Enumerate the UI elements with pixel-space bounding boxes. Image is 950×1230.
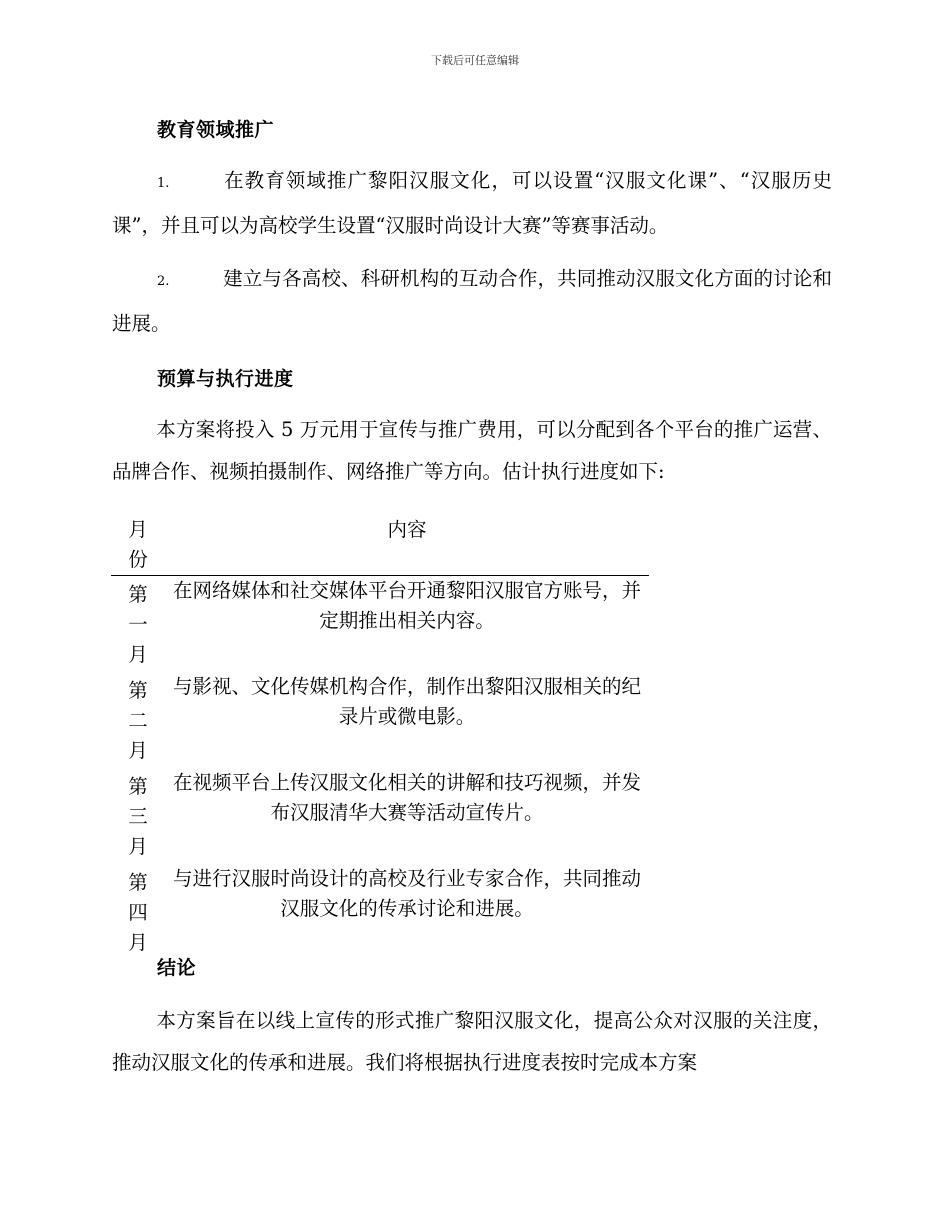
table-row [111,768,649,864]
list-item-education-2 [112,258,832,345]
table-row [111,864,649,960]
header-month: 月份 [128,518,148,571]
table-row [111,672,649,768]
list-number: 2. [157,274,170,289]
budget-text: 本方案将投入 5 万元用于宣传与推广费用，可以分配到各个平台的推广运营、品牌合作、视频拍摄制作、网络推广等方向。估计执行进度如下: [112,418,832,483]
row-month: 第三月 [128,775,148,858]
header-content: 内容 [387,518,427,541]
heading-education: 教育领域推广 [157,119,275,141]
page-header-note: 下载后可任意编辑 [431,54,519,67]
table-row [111,576,649,673]
list-number: 1. [157,176,170,191]
schedule-table [111,515,649,960]
budget-paragraph [112,409,832,493]
heading-budget: 预算与执行进度 [157,368,294,390]
row-content: 在网络媒体和社交媒体平台开通黎阳汉服官方账号，并定期推出相关内容。 [173,579,642,632]
row-month: 第四月 [128,871,148,954]
list-item-text: 在教育领域推广黎阳汉服文化，可以设置“汉服文化课”、“汉服历史课”，并且可以为高校学生设置“汉服时尚设计大赛”等赛事活动。 [112,169,832,237]
row-month: 第一月 [128,583,148,666]
schedule-header-row [111,515,649,576]
list-item-text: 建立与各高校、科研机构的互动合作，共同推动汉服文化方面的讨论和进展。 [112,267,832,335]
conclusion-paragraph [112,1000,832,1084]
row-month: 第二月 [128,679,148,762]
row-content: 与进行汉服时尚设计的高校及行业专家合作，共同推动汉服文化的传承讨论和进展。 [173,867,642,920]
list-item-education-1 [112,160,832,247]
heading-conclusion: 结论 [157,957,197,979]
row-content: 在视频平台上传汉服文化相关的讲解和技巧视频，并发布汉服清华大赛等活动宣传片。 [173,771,642,824]
conclusion-text: 本方案旨在以线上宣传的形式推广黎阳汉服文化，提高公众对汉服的关注度，推动汉服文化的传承和进展。我们将根据执行进度表按时完成本方案 [112,1009,832,1074]
row-content: 与影视、文化传媒机构合作，制作出黎阳汉服相关的纪录片或微电影。 [173,675,642,728]
